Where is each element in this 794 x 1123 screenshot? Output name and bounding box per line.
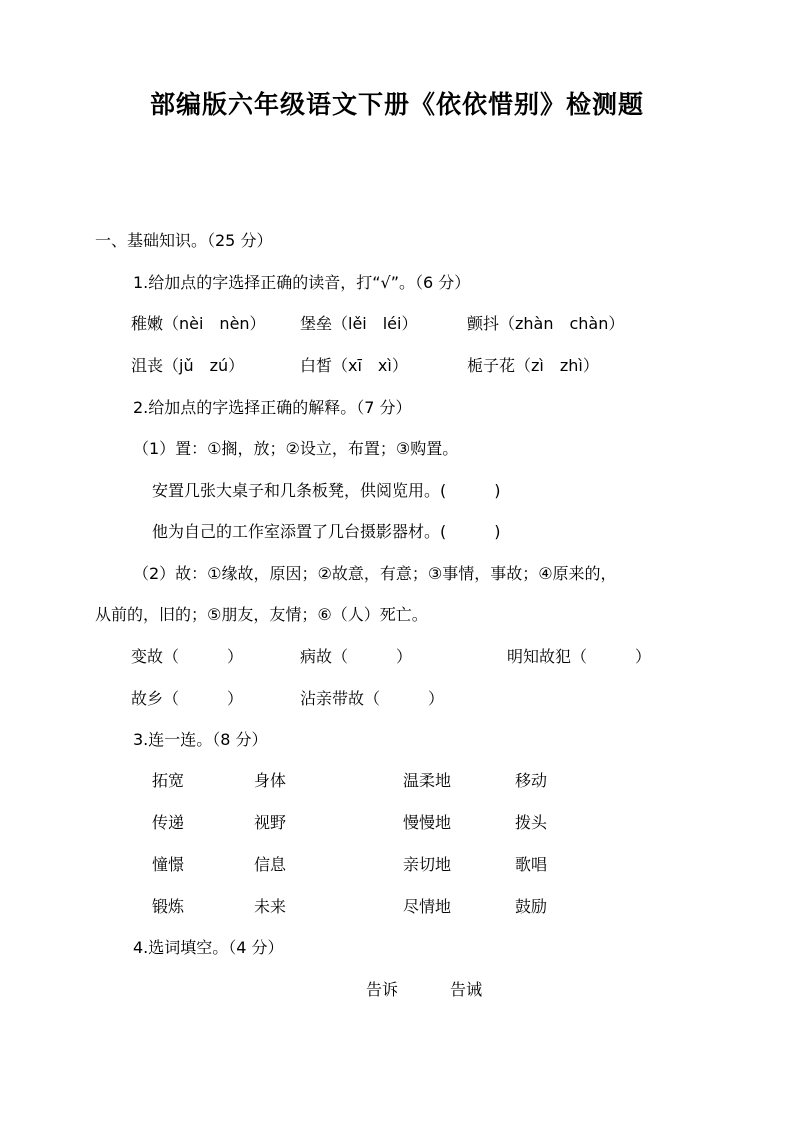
- pinyin-item: 稚嫩（nèi nèn）: [131, 314, 266, 333]
- pinyin-item: 沮丧（jǔ zú）: [131, 356, 245, 375]
- question-1-prompt: 1.给加点的字选择正确的读音，打“√”。（6 分）: [133, 273, 471, 292]
- definition-line: 从前的，旧的；⑤朋友，友情；⑥（人）死亡。: [95, 605, 428, 624]
- match-word: 信息: [254, 855, 287, 874]
- pinyin-item: 堡垒（lěi léi）: [300, 314, 418, 333]
- question-2-prompt: 2.给加点的字选择正确的解释。（7 分）: [133, 398, 412, 417]
- section-heading: 一、基础知识。（25 分）: [95, 231, 273, 250]
- sentence-item: 他为自己的工作室添置了几台摄影器材。( ): [152, 522, 501, 541]
- definition-line: （2）故：①缘故，原因；②故意，有意；③事情，事故；④原来的，: [133, 564, 617, 583]
- match-word: 身体: [254, 771, 287, 790]
- match-word: 拨头: [515, 813, 548, 832]
- match-word: 慢慢地: [403, 813, 452, 832]
- pinyin-item: 栀子花（zì zhì）: [467, 356, 599, 375]
- match-word: 传递: [152, 813, 185, 832]
- word-item: 明知故犯（ ）: [507, 647, 652, 666]
- match-word: 移动: [515, 771, 548, 790]
- pinyin-item: 白皙（xī xì）: [300, 356, 408, 375]
- match-word: 歌唱: [515, 855, 548, 874]
- match-word: 拓宽: [152, 771, 185, 790]
- question-3-prompt: 3.连一连。（8 分）: [133, 730, 268, 749]
- match-word: 亲切地: [403, 855, 452, 874]
- question-4-prompt: 4.选词填空。（4 分）: [133, 938, 284, 957]
- match-word: 视野: [254, 813, 287, 832]
- word-item: 病故（ ）: [300, 647, 413, 666]
- match-word: 温柔地: [403, 771, 452, 790]
- match-word: 尽情地: [403, 897, 452, 916]
- choice-word: 告诫: [450, 980, 483, 999]
- choice-word: 告诉: [366, 980, 399, 999]
- sentence-item: 安置几张大桌子和几条板凳，供阅览用。( ): [152, 481, 501, 500]
- word-item: 故乡（ ）: [131, 689, 244, 708]
- word-item: 沾亲带故（ ）: [300, 689, 445, 708]
- definition-line: （1）置：①搁，放；②设立，布置；③购置。: [133, 439, 459, 458]
- match-word: 鼓励: [515, 897, 548, 916]
- match-word: 憧憬: [152, 855, 185, 874]
- pinyin-item: 颤抖（zhàn chàn）: [467, 314, 625, 333]
- match-word: 未来: [254, 897, 287, 916]
- page-title: 部编版六年级语文下册《依依惜别》检测题: [149, 90, 644, 119]
- match-word: 锻炼: [152, 897, 185, 916]
- word-item: 变故（ ）: [131, 647, 244, 666]
